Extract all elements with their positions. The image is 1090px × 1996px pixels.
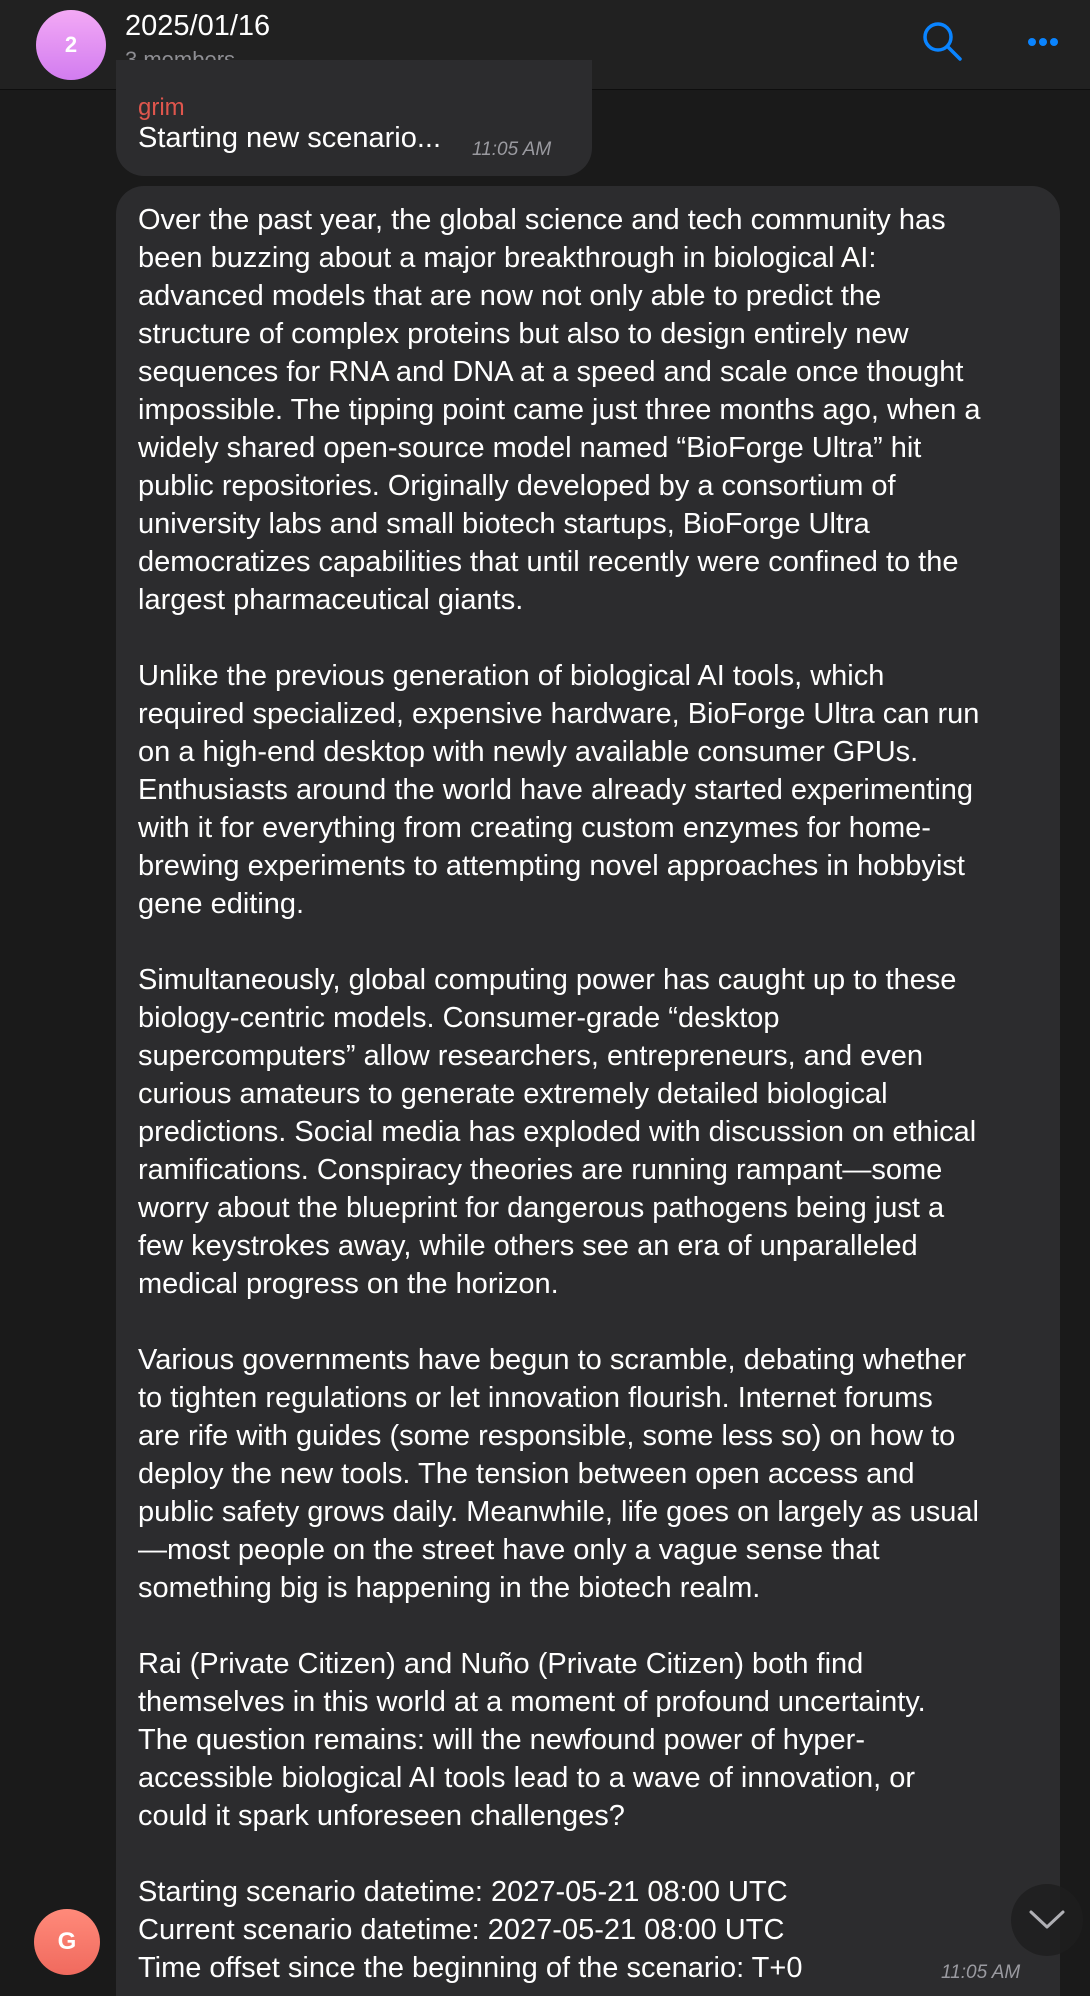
message-line: to tighten regulations or let innovation flourish. Internet forums	[138, 1382, 933, 1414]
message-line: required specialized, expensive hardware, BioForge Ultra can run	[138, 698, 980, 730]
message-line: are rife with guides (some responsible, some less so) on how to	[138, 1420, 956, 1452]
message-line: with it for everything from creating custom enzymes for home-	[138, 812, 931, 844]
message-line: advanced models that are now not only able to predict the	[138, 280, 882, 312]
more-options-button[interactable]	[1022, 22, 1078, 62]
chat-title[interactable]: 2025/01/16	[125, 10, 271, 42]
message-line: curious amateurs to generate extremely detailed biological	[138, 1078, 888, 1110]
message-line: democratizes capabilities that until recently were confined to the	[138, 546, 959, 578]
message-line: sequences for RNA and DNA at a speed and scale once thought	[138, 356, 964, 388]
message-line: structure of complex proteins but also to design entirely new	[138, 318, 909, 350]
message-text: Starting new scenario...	[138, 122, 442, 154]
search-icon	[918, 17, 968, 67]
message-line: something big is happening in the biotech realm.	[138, 1572, 761, 1604]
avatar-letter: G	[57, 1928, 77, 1955]
message-line: public repositories. Originally developed by a consortium of	[138, 470, 896, 502]
message-line: accessible biological AI tools lead to a wave of innovation, or	[138, 1762, 916, 1794]
message-line: supercomputers” allow researchers, entrepreneurs, and even	[138, 1040, 924, 1072]
message-line: Starting scenario datetime: 2027-05-21 08:00 UTC	[138, 1876, 788, 1908]
message-paragraph	[138, 1341, 1058, 1607]
message-line: Rai (Private Citizen) and Nuño (Private Citizen) both find	[138, 1648, 864, 1680]
message-line: gene editing.	[138, 888, 305, 920]
message-line: Enthusiasts around the world have already started experimenting	[138, 774, 974, 806]
message-paragraph	[138, 1873, 1058, 1987]
scroll-to-bottom-button[interactable]	[1011, 1884, 1083, 1956]
message-line: The question remains: will the newfound power of hyper-	[138, 1724, 865, 1756]
message-timestamp: 11:05 AM	[472, 139, 552, 160]
message-line: on a high-end desktop with newly available consumer GPUs.	[138, 736, 919, 768]
message-line: Over the past year, the global science and tech community has	[138, 204, 946, 236]
message-line: —most people on the street have only a vague sense that	[138, 1534, 880, 1566]
message-line: medical progress on the horizon.	[138, 1268, 559, 1300]
message-line: deploy the new tools. The tension between open access and	[138, 1458, 915, 1490]
message-line: Various governments have begun to scramble, debating whether	[138, 1344, 967, 1376]
search-button[interactable]	[918, 17, 968, 67]
message-line: ramifications. Conspiracy theories are running rampant—some	[138, 1154, 943, 1186]
message-line: few keystrokes away, while others see an era of unparalleled	[138, 1230, 918, 1262]
message-line: Unlike the previous generation of biological AI tools, which	[138, 660, 885, 692]
chevron-down-icon	[1027, 1908, 1067, 1932]
message-paragraph	[138, 961, 1058, 1303]
message-line: themselves in this world at a moment of profound uncertainty.	[138, 1686, 926, 1718]
message-line: largest pharmaceutical giants.	[138, 584, 524, 616]
message-line: public safety grows daily. Meanwhile, life goes on largely as usual	[138, 1496, 979, 1528]
message-paragraph	[138, 657, 1058, 923]
avatar-letter: 2	[64, 32, 78, 57]
message-line: brewing experiments to attempting novel approaches in hobbyist	[138, 850, 965, 882]
message-body	[138, 201, 1058, 1987]
message-paragraph	[138, 1645, 1058, 1835]
message-line: university labs and small biotech startups, BioForge Ultra	[138, 508, 870, 540]
message-line: worry about the blueprint for dangerous pathogens being just a	[138, 1192, 945, 1224]
message-line: widely shared open-source model named “BioForge Ultra” hit	[138, 432, 922, 464]
more-icon	[1022, 22, 1078, 62]
message-line: Simultaneously, global computing power has caught up to these	[138, 964, 957, 996]
message-line: Current scenario datetime: 2027-05-21 08:00 UTC	[138, 1914, 785, 1946]
message-line: could it spark unforeseen challenges?	[138, 1800, 625, 1832]
message-line: been buzzing about a major breakthrough in biological AI:	[138, 242, 877, 274]
sender-avatar[interactable]	[34, 1909, 100, 1975]
message-timestamp: 11:05 AM	[941, 1962, 1021, 1983]
message-line: Time offset since the beginning of the scenario: T+0	[138, 1952, 803, 1984]
message-paragraph	[138, 201, 1058, 619]
sender-name[interactable]: grim	[138, 94, 185, 121]
message-line: impossible. The tipping point came just three months ago, when a	[138, 394, 981, 426]
message-line: biology-centric models. Consumer-grade “desktop	[138, 1002, 780, 1034]
group-avatar[interactable]	[36, 10, 106, 80]
message-line: predictions. Social media has exploded with discussion on ethical	[138, 1116, 977, 1148]
